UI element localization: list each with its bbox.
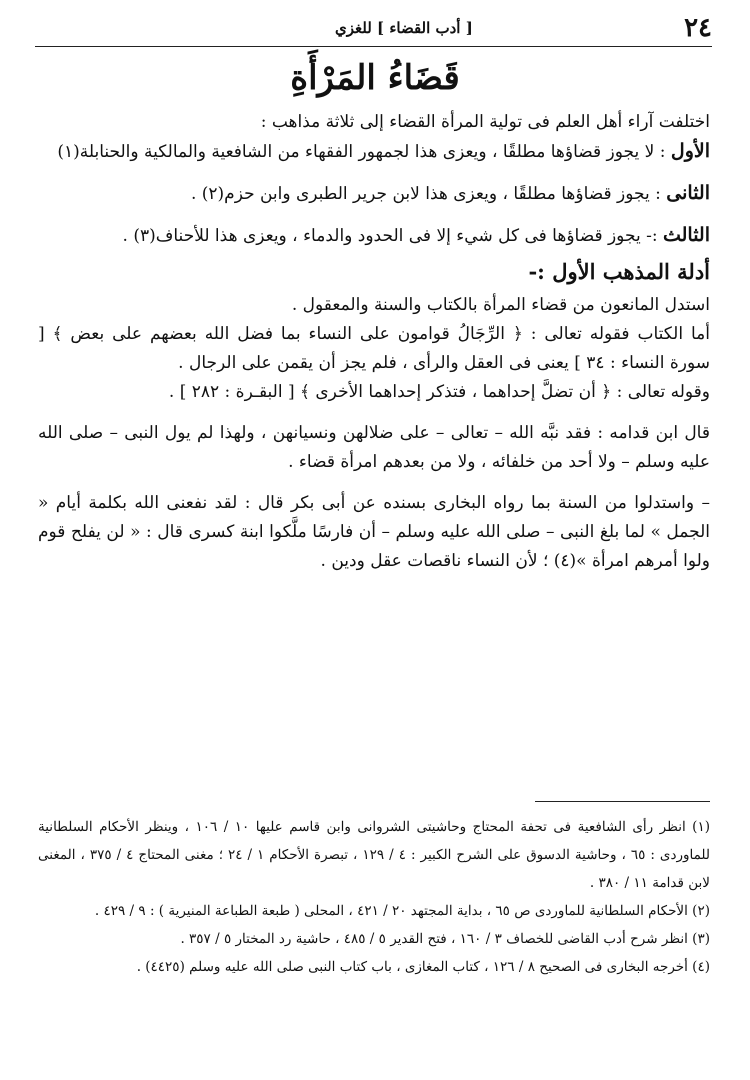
evidence-paragraph-5: – واستدلوا من السنة بما رواه البخارى بسنده عن أبى بكر قال : لقد نفعنى الله بكلمة أيام « الجمل » لما بلغ النبى – صلى الله عليه وسلم – أن فارسًا ملَّكوا ابنة كسرى قال : « لن يفلح قوم ولوا أمرهم امرأة »(٤) ؛ لأن النساء ناقصات عقل ودين .: [38, 493, 710, 571]
page-header: [35, 10, 712, 47]
evidence-paragraph-2: أما الكتاب فقوله تعالى : ﴿ الرِّجَالُ قوامون على النساء بما فضل الله بعضهم على بعض ﴾ [ سورة النساء : ٣٤ ] يعنى فى العقل والرأى ، فلم يجز أن يقمن على الرجال .: [38, 324, 710, 373]
first-text: : لا يجوز قضاؤها مطلقًا ، ويعزى هذا لجمهور الفقهاء من الشافعية والمالكية والحنابلة(١): [57, 142, 671, 162]
footnote-divider: [535, 801, 710, 802]
third-text: :- يجوز قضاؤها فى كل شيء إلا فى الحدود والدماء ، ويعزى هذا للأحناف(٣) .: [122, 226, 663, 246]
intro-paragraph: اختلفت آراء أهل العلم فى تولية المرأة القضاء إلى ثلاثة مذاهب :: [260, 112, 710, 132]
second-text: : يجوز قضاؤها مطلقًا ، ويعزى هذا لابن جرير الطبرى وابن حزم(٢) .: [190, 184, 667, 204]
third-label: الثالث: [662, 224, 710, 246]
running-title: [ أدب القضاء ] للغزي: [335, 19, 473, 37]
section-heading: أدلة المذهب الأول :-: [528, 259, 710, 284]
first-label: الأول: [670, 140, 710, 162]
evidence-paragraph-3: وقوله تعالى : ﴿ أن تضلَّ إحداهما ، فتذكر إحداهما الأخرى ﴾ [ البقـرة : ٢٨٢ ] .: [168, 382, 710, 402]
page-number: ٢٤: [684, 13, 712, 43]
footnote: (٢) الأحكام السلطانية للماوردى ص ٦٥ ، بداية المجتهد ٢٠ / ٤٢١ ، المحلى ( طبعة الطباعة المنيرية ) : ٩ / ٤٢٩ .: [94, 903, 710, 919]
first-opinion: [38, 137, 710, 167]
footnotes: [38, 813, 710, 981]
footnote: (١) انظر رأى الشافعية فى تحفة المحتاج وحاشيتى الشروانى وابن قاسم عليها ١٠ / ١٠٦ ، وينظر الأحكام السلطانية للماوردى : ٦٥ ، وحاشية الدسوق على الشرح الكبير : ٤ / ١٢٩ ، تبصرة الأحكام ١ / ٢٤ ؛ مغنى المحتاج ٤ / ٣٧٥ ، المغنى لابن قدامة ١١ / ٣٨٠ .: [38, 819, 710, 891]
third-opinion: [38, 221, 710, 251]
body-text: [38, 108, 710, 576]
evidence-paragraph-1: استدل المانعون من قضاء المرأة بالكتاب والسنة والمعقول .: [291, 295, 710, 315]
chapter-title: قَضَاءُ المَرْأَةِ: [290, 58, 460, 98]
second-opinion: [38, 179, 710, 209]
evidence-paragraph-4: قال ابن قدامه : فقد نبَّه الله – تعالى – على ضلالهن ونسيانهن ، ولهذا لم يول النبى – صلى الله عليه وسلم – ولا أحد من خلفائه ، ولا من بعدهم امرأة قضاء .: [38, 423, 710, 472]
second-label: الثانى: [666, 182, 710, 204]
footnote: (٣) انظر شرح أدب القاضى للخصاف ٣ / ١٦٠ ، فتح القدير ٥ / ٤٨٥ ، حاشية رد المختار ٥ / ٣٥٧ .: [180, 931, 710, 947]
footnote: (٤) أخرجه البخارى فى الصحيح ٨ / ١٢٦ ، كتاب المغازى ، باب كتاب النبى صلى الله عليه وسلم (٤٤٢٥) .: [136, 959, 710, 975]
